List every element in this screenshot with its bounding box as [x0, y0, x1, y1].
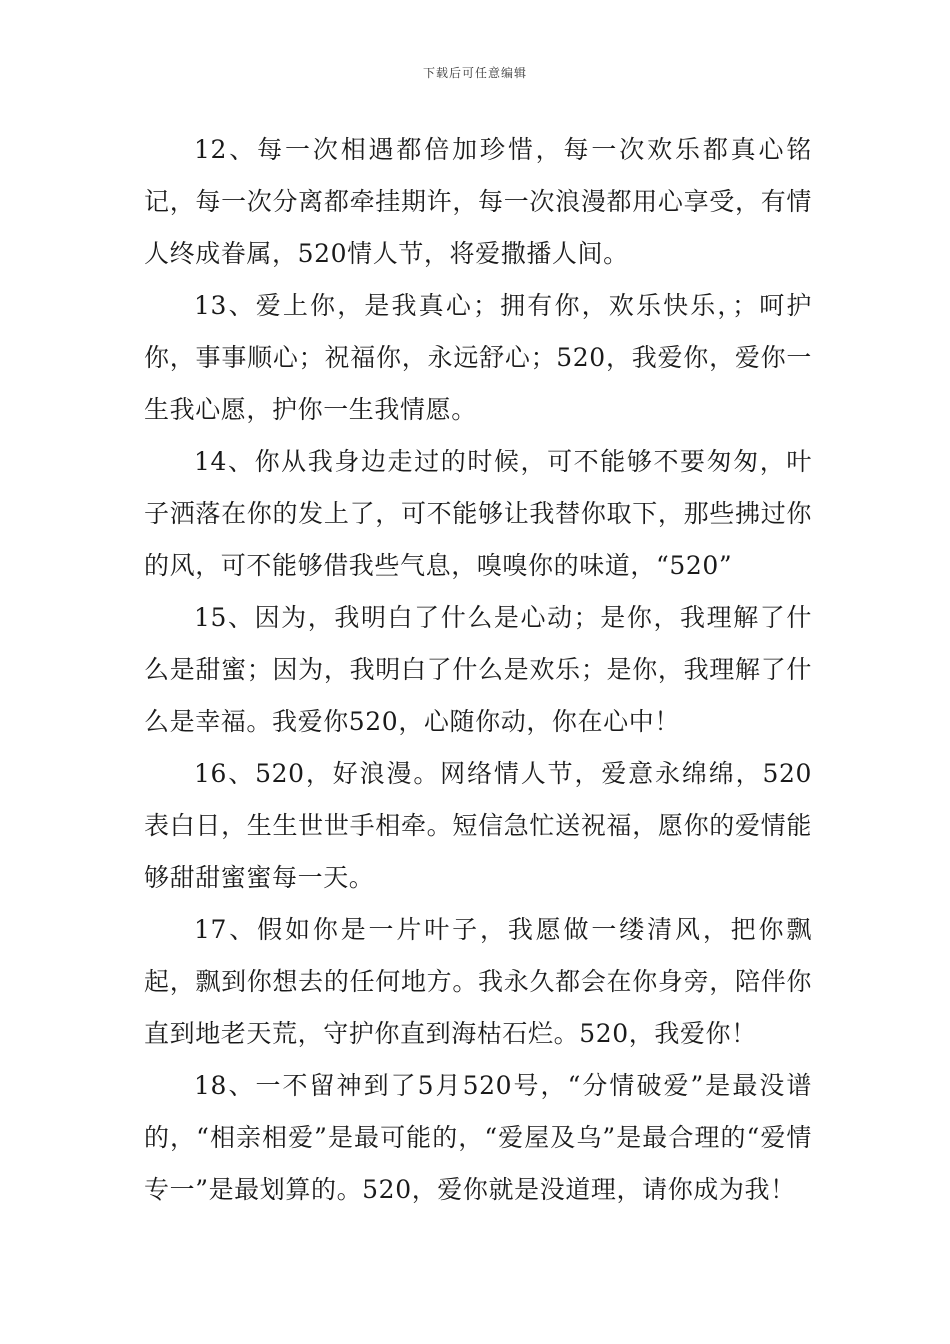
paragraph-15: 15、因为，我明白了什么是心动；是你，我理解了什么是甜蜜；因为，我明白了什么是欢乐；是你，我理解了什么是幸福。我爱你520，心随你动，你在心中！: [144, 603, 812, 736]
paragraph-18: 18、一不留神到了5月520号，“分情破爱”是最没谱的，“相亲相爱”是最可能的，“爱屋及乌”是最合理的“爱情专一”是最划算的。520，爱你就是没道理，请你成为我！: [144, 1071, 812, 1204]
document-body: [144, 124, 812, 1216]
page-header: 下载后可任意编辑: [422, 66, 527, 80]
paragraph-17: 17、假如你是一片叶子，我愿做一缕清风，把你飘起，飘到你想去的任何地方。我永久都会在你身旁，陪伴你直到地老天荒，守护你直到海枯石烂。520，我爱你！: [144, 915, 812, 1048]
paragraph-12: 12、每一次相遇都倍加珍惜，每一次欢乐都真心铭记，每一次分离都牵挂期许，每一次浪漫都用心享受，有情人终成眷属，520情人节，将爱撒播人间。: [144, 135, 812, 268]
paragraph-13: 13、爱上你，是我真心；拥有你，欢乐快乐，；呵护你，事事顺心；祝福你，永远舒心；520，我爱你，爱你一生我心愿，护你一生我情愿。: [144, 291, 812, 424]
paragraph-16: 16、520，好浪漫。网络情人节，爱意永绵绵，520表白日，生生世世手相牵。短信急忙送祝福，愿你的爱情能够甜甜蜜蜜每一天。: [144, 759, 812, 892]
paragraph-14: 14、你从我身边走过的时候，可不能够不要匆匆，叶子洒落在你的发上了，可不能够让我替你取下，那些拂过你的风，可不能够借我些气息，嗅嗅你的味道，“520”: [144, 447, 812, 580]
